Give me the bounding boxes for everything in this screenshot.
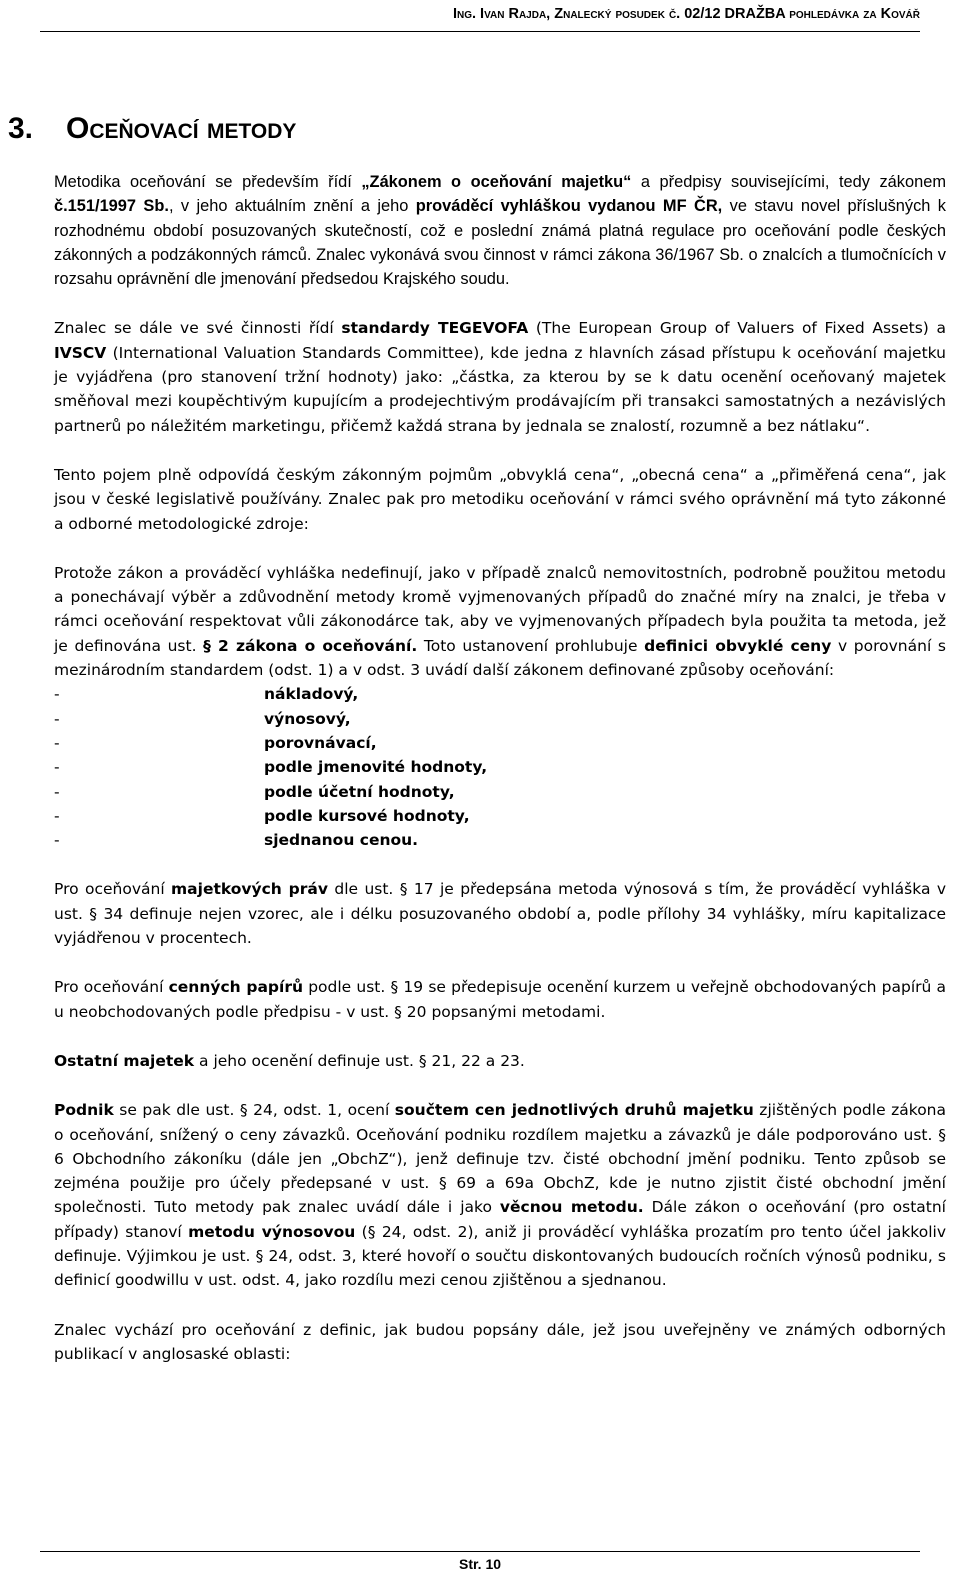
bold-text: majetkových práv — [171, 880, 328, 899]
bold-text: Podnik — [54, 1101, 114, 1120]
text-run: v porovnání s mezinárodním standardem (odst. 1) a v odst. 3 uvádí další zákonem definované způsoby oceňování: — [54, 636, 946, 680]
paragraph-standards — [54, 316, 946, 437]
method-name: nákladový, — [264, 685, 359, 704]
footer-divider — [40, 1551, 920, 1552]
method-name: výnosový, — [264, 709, 351, 728]
section-number: 3. — [8, 112, 34, 145]
text-run: a předpisy souvisejícími, tedy zákonem — [631, 173, 946, 191]
method-name: podle kursové hodnoty, — [264, 806, 470, 825]
text-run: Toto ustanovení prohlubuje — [417, 636, 645, 655]
bold-text: IVSCV — [54, 343, 107, 362]
paragraph-securities — [54, 975, 946, 1024]
section-title: Oceňovací metody — [66, 112, 297, 145]
text-run: Pro oceňování — [54, 978, 169, 997]
bold-text: věcnou metodu. — [499, 1198, 644, 1217]
text-run: dle ust. § 17 je předepsána metoda výnosová s tím, že prováděcí vyhláška v ust. § 34 definuje nejen vzorec, ale i délku posuzovaného období a, podle přílohy 34 vyhlášky, míru kapitalizace vyjádřenou v procentech. — [54, 880, 947, 948]
list-item: - podle účetní hodnoty, — [54, 782, 455, 801]
text-run: Znalec vychází pro oceňování z definic, jak budou popsány dále, jež jsou uveřejněny ve známých odborných publikací v anglosaské oblasti: — [54, 1320, 946, 1363]
text-run: se pak dle ust. § 24, odst. 1, ocení — [113, 1101, 395, 1120]
text-run: Tento pojem plně odpovídá českým zákonným pojmům „obvyklá cena“, „obecná cena“ a „přiměřená cena“, jak jsou v české legislativě používány. Znalec pak pro metodiku oceňování v rámci svého oprávnění má tyto zákonné a odborné metodologické zdroje: — [54, 465, 946, 533]
text-run: Protože zákon a prováděcí vyhláška nedefinují, jako v případě znalců nemovitostních, podrobně použitou metodu a ponechávají výběr a zdůvodnění metody kromě vyjmenovaných případů do značné míry na znalci, je třeba v rámci oceňování respektovat vůli zákonodárce tak, aby ve vyjmenovaných případech byla použita ta metoda, jež je definována ust. — [54, 563, 946, 655]
paragraph-method-choice — [54, 561, 946, 682]
list-item: - nákladový, — [54, 685, 359, 704]
bold-text: standardy TEGEVOFA — [341, 319, 529, 338]
text-run: (International Valuation Standards Committee), kde jedna z hlavních zásad přístupu k oceňování majetku je vyjádřena (pro stanovení tržní hodnoty) jako: „částka, za kterou by se k datu ocenění oceňovaný majetek směňoval mezi koupěchtivým kupujícím a prodejechtivým prodávajícím při transakci samostatných a nezávislých partnerů po náležitém marketingu, přičemž každá strana by jednala se znalostí, rozumně a bez nátlaku“. — [54, 343, 946, 435]
paragraph-legal-basis — [54, 170, 946, 291]
text-run: podle ust. § 19 se předepisuje ocenění kurzem u veřejně obchodovaných papírů a u neobchodovaných podle předpisu - v ust. § 20 popsanými metodami. — [54, 978, 947, 1021]
section-heading — [8, 112, 296, 146]
bold-text: Ostatní majetek — [54, 1051, 195, 1070]
method-name: porovnávací, — [264, 733, 377, 752]
bold-text: „Zákonem o oceňování majetku“ — [361, 173, 632, 191]
valuation-methods-list — [54, 682, 946, 852]
text-run: Znalec se dále ve své činnosti řídí — [54, 319, 342, 338]
list-item: - podle kursové hodnoty, — [54, 806, 470, 825]
bold-text: součtem cen jednotlivých druhů majetku — [394, 1101, 754, 1120]
paragraph-property-rights — [54, 877, 946, 950]
list-item: - sjednanou cenou. — [54, 831, 419, 850]
list-item: - výnosový, — [54, 709, 351, 728]
page-number: Str. 10 — [458, 1556, 502, 1572]
text-run: Metodika oceňování se především řídí — [54, 173, 362, 191]
text-run: ve stavu novel příslušných k rozhodnému období posuzovaných skutečností, což e poslední známá platná regulace pro oceňování podle českých zákonných a podzákonných rámců. Znalec vykonává svou činnost v rámci zákona 36/1967 Sb. o znalcích a tlumočnících v rozsahu oprávnění dle jmenování předsedou Krajského soudu. — [54, 197, 946, 289]
method-name: podle účetní hodnoty, — [264, 782, 455, 801]
list-item: - podle jmenovité hodnoty, — [54, 758, 488, 777]
method-name: podle jmenovité hodnoty, — [264, 758, 488, 777]
text-run: a jeho ocenění definuje ust. § 21, 22 a 23. — [194, 1051, 525, 1070]
text-run: (The European Group of Valuers of Fixed Assets) a — [528, 319, 946, 338]
method-name: sjednanou cenou. — [264, 831, 419, 850]
header-divider — [40, 31, 920, 32]
bold-text: prováděcí vyhláškou vydanou MF ČR, — [415, 197, 723, 216]
page-header: Ing. Ivan Rajda, Znalecký posudek č. 02/12 DRAŽBA pohledávka za Kovář — [452, 6, 920, 22]
text-run: Pro oceňování — [54, 880, 172, 899]
paragraph-definitions-intro — [54, 1318, 946, 1367]
paragraph-price-terms — [54, 463, 946, 536]
paragraph-enterprise — [54, 1098, 946, 1292]
document-body — [54, 170, 946, 1366]
bold-text: cenných papírů — [168, 978, 304, 997]
bold-text: § 2 zákona o oceňování. — [203, 636, 418, 655]
bold-text: č.151/1997 Sb. — [54, 197, 169, 216]
text-run: zjištěných podle zákona o oceňování, snížený o ceny závazků. Oceňování podniku rozdílem majetku a závazků je dále podporováno ust. § 6 Obchodního zákoníku (dále jen „ObchZ“), jenž definuje tzv. čisté obchodní jmění podniku. Tento způsob se zejména použije pro účely předepsané v ust. § 69 a 69a ObchZ, kde je nutno zjistit čisté obchodní jmění společnosti. Tuto metody pak znalec uvádí dále i jako — [54, 1101, 947, 1217]
list-item: - porovnávací, — [54, 733, 377, 752]
text-run: (§ 24, odst. 2), aniž ji prováděcí vyhláška prozatím pro tento účel jakkoliv definuje. Výjimkou je ust. § 24, odst. 3, které hovoří o součtu diskontovaných budoucích ročních výnosů podniku, s definicí goodwillu v ust. odst. 4, jako rozdílu mezi cenou zjištěnou a sjednanou. — [54, 1222, 946, 1290]
bold-text: definici obvyklé ceny — [644, 636, 832, 655]
text-run: Dále zákon o oceňování (pro ostatní případy) stanoví — [54, 1198, 946, 1241]
bold-text: metodu výnosovou — [188, 1222, 356, 1241]
paragraph-other-assets — [54, 1049, 946, 1073]
text-run: , v jeho aktuálním znění a jeho — [168, 197, 416, 216]
